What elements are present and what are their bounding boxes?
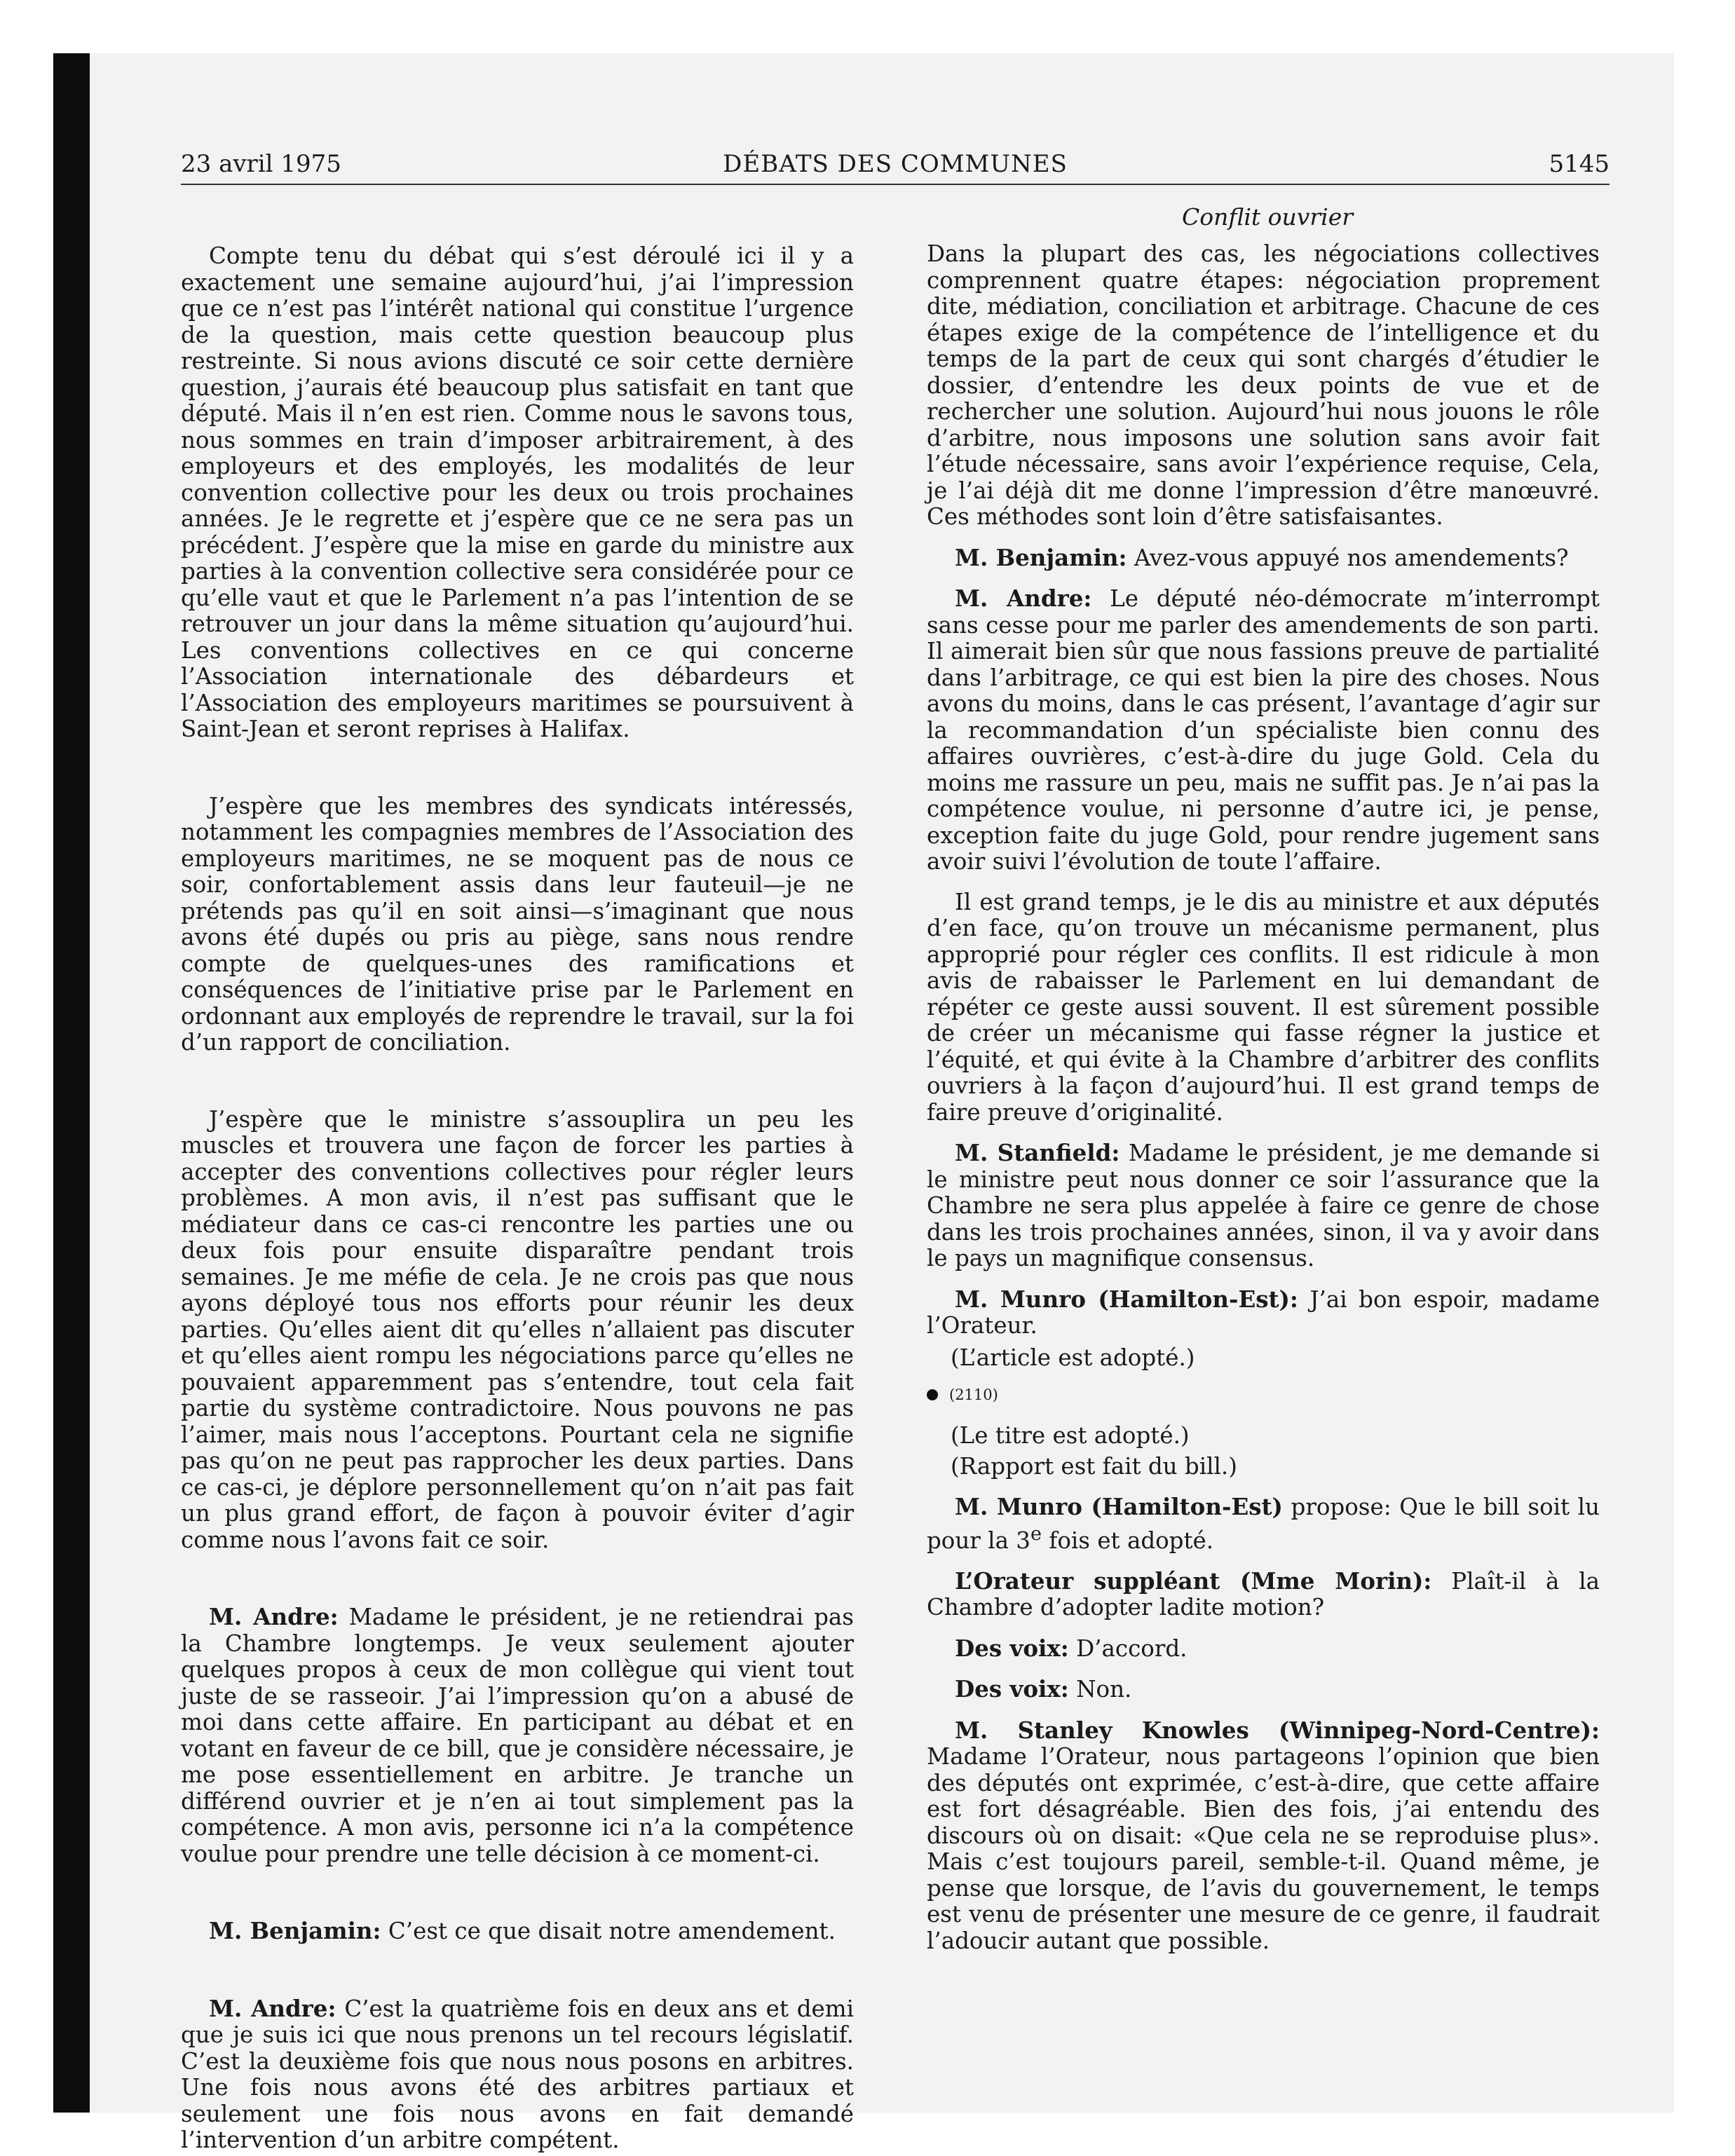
speech-paragraph: Des voix: Non. (955, 1675, 1132, 1703)
speaker-name: M. Munro (Hamilton-Est) (955, 1493, 1283, 1520)
speech-paragraph: M. Stanfield: Madame le président, je me demande si le ministre peut nous donner ce soir l’assurance que la Chambre ne sera plus appelée à faire ce genre de chose dans les trois prochaines années, sinon, il va y avoir dans le pays un magnifique consensus. (927, 1139, 1600, 1271)
speaker-name: M. Stanfield: (955, 1139, 1120, 1166)
procedural-note: (L’article est adopté.) (951, 1344, 1195, 1371)
speech-paragraph: L’Orateur suppléant (Mme Morin): Plaît-il à la Chambre d’adopter ladite motion? (927, 1567, 1600, 1621)
speech-paragraph: M. Munro (Hamilton-Est): J’ai bon espoir, madame l’Orateur. (927, 1285, 1600, 1339)
running-head: Conflit ouvrier (1181, 203, 1354, 231)
page-header (181, 150, 1610, 185)
header-rule (181, 184, 1610, 185)
speech-paragraph: M. Andre: Madame le président, je ne retiendrai pas la Chambre longtemps. Je veux seulement ajouter quelques propos à ceux de mon collègue qui vient tout juste de se rasseoir. J’ai l’impression qu’on a abusé de moi dans cette affaire. En participant au débat et en votant en faveur de ce bill, que je considère nécessaire, je me pose essentiellement en arbitre. Je tranche un différend ouvrier et je n’en ai tout simplement pas la compétence. A mon avis, personne ici n’a la compétence voulue pour prendre une telle décision à ce moment-ci. (181, 1603, 854, 1867)
header-date: 23 avril 1975 (181, 150, 341, 178)
paragraph: Il est grand temps, je le dis au ministre et aux députés d’en face, qu’on trouve un mécanisme permanent, plus approprié pour régler ces conflits. Il est ridicule à mon avis de rabaisser le Parlement en lui demandant de répéter ce geste aussi souvent. Il est sûrement possible de créer un mécanisme qui fasse régner la justice et l’équité, et qui évite à la Chambre d’arbitrer des conflits ouvriers à la façon d’aujourd’hui. Il est grand temps de faire preuve d’originalité. (927, 888, 1600, 1126)
speech-paragraph: M. Benjamin: Avez-vous appuyé nos amendements? (955, 543, 1569, 571)
speaker-name: M. Benjamin: (209, 1917, 381, 1944)
procedural-note: (Le titre est adopté.) (951, 1422, 1190, 1449)
header-page-number: 5145 (1549, 150, 1610, 178)
scan-edge-bar (53, 53, 90, 2113)
left-column (181, 243, 854, 2154)
speaker-name: M. Benjamin: (955, 543, 1127, 571)
bullet-icon (927, 1389, 938, 1400)
procedural-note: (Rapport est fait du bill.) (951, 1452, 1237, 1480)
paragraph: Dans la plupart des cas, les négociations collectives comprennent quatre étapes: négociation proprement dite, médiation, conciliation et arbitrage. Chacune de ces étapes exige de la compétence de l’intelligence et du temps de la part de ceux qui sont chargés d’étudier le dossier, d’entendre les deux points de vue et de rechercher une solution. Aujourd’hui nous jouons le rôle d’arbitre, nous imposons une solution sans avoir fait l’étude nécessaire, sans avoir l’expérience requise, Cela, je l’ai déjà dit me donne l’impression d’être manœuvré. Ces méthodes sont loin d’être satisfaisantes. (927, 240, 1600, 530)
right-column (927, 241, 1600, 1954)
speech-paragraph: M. Benjamin: C’est ce que disait notre amendement. (209, 1917, 836, 1944)
time-stamp: (2110) (949, 1386, 998, 1403)
paragraph: Compte tenu du débat qui s’est déroulé ici il y a exactement une semaine aujourd’hui, j’ai l’impression que ce n’est pas l’intérêt national qui constitue l’urgence de la question, mais cette question beaucoup plus restreinte. Si nous avions discuté ce soir cette dernière question, j’aurais été beaucoup plus satisfait en tant que député. Mais il n’en est rien. Comme nous le savons tous, nous sommes en train d’imposer arbitrairement, à des employeurs et des employés, les modalités de leur convention collective pour les deux ou trois prochaines années. Je le regrette et j’espère que ce ne sera pas un précédent. J’espère que la mise en garde du ministre aux parties à la convention collective sera considérée pour ce qu’elle vaut et que le Parlement n’a pas l’intention de se retrouver un jour dans la même situation qu’aujourd’hui. Les conventions collectives en ce qui concerne l’Association internationale des débardeurs et l’Association des employeurs maritimes se poursuivent à Saint-Jean et seront reprises à Halifax. (181, 243, 854, 742)
speaker-name: M. Andre: (209, 1603, 339, 1630)
speaker-name: M. Munro (Hamilton-Est): (955, 1285, 1298, 1313)
speaker-name: M. Andre: (955, 585, 1092, 612)
speaker-name: L’Orateur suppléant (Mme Morin): (955, 1567, 1432, 1595)
speech-paragraph: M. Andre: Le député néo-démocrate m’interrompt sans cesse pour me parler des amendements de son parti. Il aimerait bien sûr que nous fassions preuve de partialité dans l’arbitrage, ce qui est bien la pire des choses. Nous avons du moins, dans le cas présent, l’avantage d’agir sur la recommandation d’un spécialiste bien connu des affaires ouvrières, c’est-à-dire du juge Gold. Cela du moins me rassure un peu, mais ne suffit pas. Je n’ai pas la compétence voulue, ni personne d’autre ici, je pense, exception faite du juge Gold, pour rendre jugement sans avoir suivi l’évolution de toute l’affaire. (927, 585, 1600, 875)
speaker-name: Des voix: (955, 1675, 1069, 1703)
speech-paragraph: Des voix: D’accord. (955, 1634, 1188, 1662)
speech-paragraph: M. Stanley Knowles (Winnipeg-Nord-Centre): Madame l’Orateur, nous partageons l’opinion que bien des députés ont exprimée, c’est-à-dire, que cette affaire est fort désagréable. Bien des fois, j’ai entendu des discours où on disait: «Que cela ne se reproduise plus». Mais c’est toujours pareil, semble-t-il. Quand même, je pense que lorsque, de l’avis du gouvernement, le temps est venu de présenter une mesure de ce genre, il faudrait l’adoucir autant que possible. (927, 1716, 1600, 1954)
paragraph: J’espère que les membres des syndicats intéressés, notamment les compagnies membres de l’Association des employeurs maritimes, ne se moquent pas de nous ce soir, confortablement assis dans leur fauteuil—je ne prétends pas qu’il en soit ainsi—s’imaginant que nous avons été dupés ou pris au piège, sans nous rendre compte de quelques-unes des ramifications et conséquences de l’initiative prise par le Parlement en ordonnant aux employés de reprendre le travail, sur la foi d’un rapport de conciliation. (181, 792, 854, 1056)
time-marker (927, 1381, 1600, 1417)
speaker-name: M. Andre: (209, 1994, 336, 2022)
speaker-name: M. Stanley Knowles (Winnipeg-Nord-Centre): (955, 1716, 1600, 1744)
paragraph: J’espère que le ministre s’assouplira un peu les muscles et trouvera une façon de forcer les parties à accepter des conventions collectives pour régler leurs problèmes. A mon avis, il n’est pas suffisant que le médiateur dans ce cas-ci rencontre les parties une ou deux fois pour ensuite disparaître pendant trois semaines. Je me méfie de cela. Je ne crois pas que nous ayons déployé tous nos efforts pour réunir les deux parties. Qu’elles aient dit qu’elles n’allaient pas discuter et qu’elles aient rompu les négociations parce qu’elles ne pouvaient apparemment pas s’entendre, tout cela fait partie du système contradictoire. Nous pouvons ne pas l’aimer, mais nous l’acceptons. Pourtant cela ne signifie pas qu’on ne peut pas rapprocher les deux parties. Dans ce cas-ci, je déplore personnellement qu’on n’ait pas fait un plus grand effort, de façon à pouvoir éviter d’agir comme nous l’avons fait ce soir. (181, 1105, 854, 1553)
speech-paragraph: M. Andre: C’est la quatrième fois en deux ans et demi que je suis ici que nous prenons un tel recours législatif. C’est la deuxième fois que nous nous posons en arbitres. Une fois nous avons été des arbitres partiaux et seulement une fois nous avons en fait demandé l’intervention d’un arbitre compétent. (181, 1994, 854, 2153)
speaker-name: Des voix: (955, 1634, 1069, 1662)
speech-paragraph: M. Munro (Hamilton-Est) propose: Que le bill soit lu pour la 3e fois et adopté. (927, 1493, 1600, 1554)
header-title: DÉBATS DES COMMUNES (723, 150, 1068, 178)
